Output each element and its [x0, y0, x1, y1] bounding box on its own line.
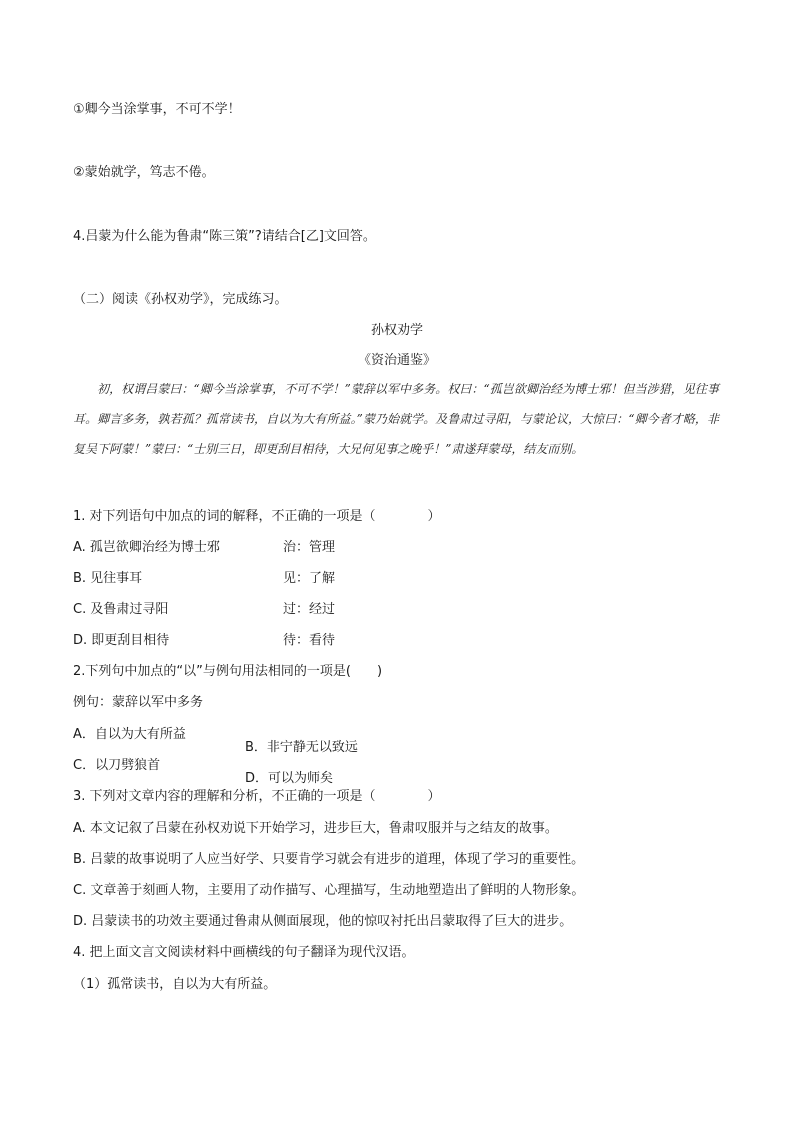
q1-gloss-c: 过：经过 [283, 602, 336, 617]
q3-option-d: D. 吕蒙读书的功效主要通过鲁肃从侧面展现，他的惊叹衬托出吕蒙取得了巨大的进步。 [73, 914, 573, 929]
passage-title: 孙权劝学 [370, 323, 423, 338]
q3-option-a: A. 本文记叙了吕蒙在孙权劝说下开始学习，进步巨大，鲁肃叹服并与之结友的故事。 [73, 821, 558, 836]
passage-source: 《资治通鉴》 [357, 353, 436, 368]
q2-option-a: A．自以为大有所益 [73, 727, 186, 742]
q1-gloss-d: 待：看待 [283, 633, 336, 648]
q4-sub1: （1）孤常读书，自以为大有所益。 [73, 977, 277, 992]
q1-gloss-b: 见：了解 [283, 571, 336, 586]
q1-option-c: C. 及鲁肃过寻阳 [73, 602, 169, 617]
q1-stem: 1. 对下列语句中加点的词的解释，不正确的一项是（ ） [73, 509, 441, 524]
q1-gloss-a: 治：管理 [283, 540, 336, 555]
q4-stem: 4. 把上面文言文阅读材料中画横线的句子翻译为现代汉语。 [73, 945, 415, 960]
q3-stem: 3. 下列对文章内容的理解和分析，不正确的一项是（ ） [73, 789, 441, 804]
q2-example: 例句：蒙辞以军中多务 [73, 695, 204, 710]
passage-text: 初，权谓吕蒙曰：“卿今当涂掌事，不可不学！”蒙辞以军中多务。权曰：“孤岂欲卿治经为博士邪！但当涉猎，见往事耳。卿言多务，孰若孤？孤常读书，自以为大有所益。”蒙乃始就学。及鲁肃过寻阳，与蒙论议，大惊曰：“卿今者才略，非复吴下阿蒙！”蒙曰：“士别三日，即更刮目相待，大兄何见事之晚乎！”肃遂拜蒙母，结友而别。 [73, 382, 719, 456]
q2-stem: 2.下列句中加点的“以”与例句用法相同的一项是( ) [73, 664, 383, 679]
explain-item-2: ②蒙始就学，笃志不倦。 [73, 165, 215, 180]
q1-option-a: A. 孤岂欲卿治经为博士邪 [73, 540, 220, 555]
q2-option-c: C．以刀劈狼首 [73, 758, 161, 773]
q2-option-d: D．可以为师矣 [245, 771, 334, 786]
question-4-prev: 4.吕蒙为什么能为鲁肃“陈三策”?请结合[乙]文回答。 [73, 229, 376, 244]
q1-option-d: D. 即更刮目相待 [73, 633, 170, 648]
section-heading: （二）阅读《孙权劝学》，完成练习。 [73, 292, 288, 307]
q1-option-b: B. 见往事耳 [73, 571, 143, 586]
q2-option-b: B．非宁静无以致远 [245, 740, 358, 755]
q3-option-b: B. 吕蒙的故事说明了人应当好学、只要肯学习就会有进步的道理，体现了学习的重要性。 [73, 852, 585, 867]
q3-option-c: C. 文章善于刻画人物，主要用了动作描写、心理描写，生动地塑造出了鲜明的人物形象。 [73, 883, 585, 898]
explain-item-1: ①卿今当涂掌事，不可不学！ [73, 102, 241, 117]
